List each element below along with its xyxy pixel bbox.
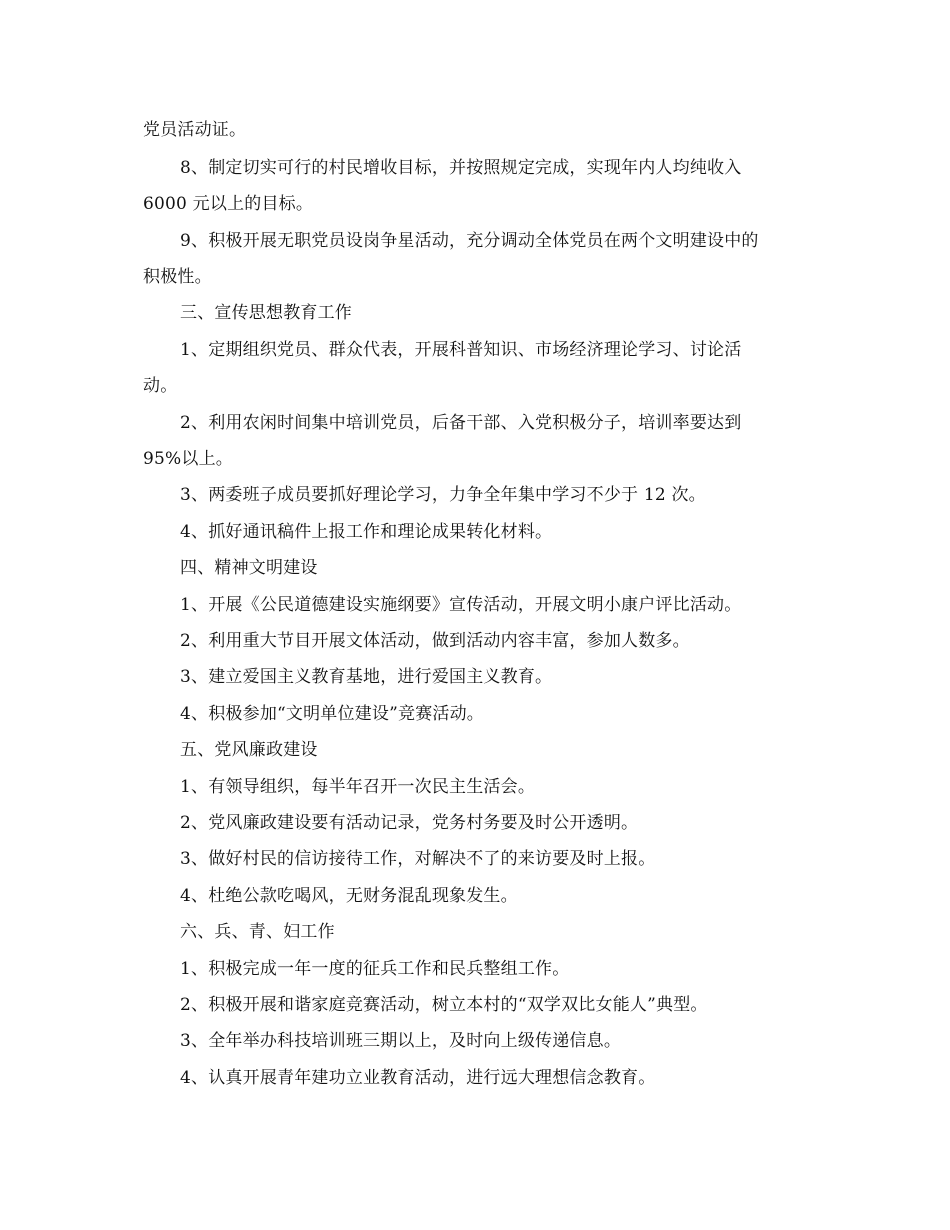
- section-heading-5: 五、党风廉政建设: [180, 740, 318, 760]
- list-item: 4、认真开展青年建功立业教育活动，进行远大理想信念教育。: [180, 1068, 656, 1088]
- list-item: 1、有领导组织，每半年召开一次民主生活会。: [180, 777, 536, 797]
- list-item: 1、积极完成一年一度的征兵工作和民兵整组工作。: [180, 959, 570, 979]
- list-item: 4、积极参加“文明单位建设”竞赛活动。: [180, 704, 484, 724]
- list-item-continuation: 动。: [143, 376, 178, 396]
- list-item-continuation: 95%以上。: [143, 449, 233, 469]
- list-item-8-continuation: 6000 元以上的目标。: [143, 194, 314, 214]
- list-item-9: 9、积极开展无职党员设岗争星活动，充分调动全体党员在两个文明建设中的: [180, 231, 759, 251]
- list-item: 3、全年举办科技培训班三期以上，及时向上级传递信息。: [180, 1031, 622, 1051]
- list-item: 2、利用重大节目开展文体活动，做到活动内容丰富，参加人数多。: [180, 631, 690, 651]
- list-item: 2、利用农闲时间集中培训党员，后备干部、入党积极分子，培训率要达到: [180, 413, 742, 433]
- list-item-8: 8、制定切实可行的村民增收目标，并按照规定完成，实现年内人均纯收入: [180, 158, 742, 178]
- list-item: 3、做好村民的信访接待工作，对解决不了的来访要及时上报。: [180, 849, 656, 869]
- list-item: 1、定期组织党员、群众代表，开展科普知识、市场经济理论学习、讨论活: [180, 340, 742, 360]
- list-item: 2、党风廉政建设要有活动记录，党务村务要及时公开透明。: [180, 813, 639, 833]
- section-heading-3: 三、宣传思想教育工作: [180, 303, 352, 323]
- list-item: 4、抓好通讯稿件上报工作和理论成果转化材料。: [180, 522, 553, 542]
- list-item: 2、积极开展和谐家庭竞赛活动，树立本村的“双学双比女能人”典型。: [180, 995, 708, 1015]
- section-heading-6: 六、兵、青、妇工作: [180, 922, 335, 942]
- list-item-9-continuation: 积极性。: [143, 267, 212, 287]
- list-item: 3、两委班子成员要抓好理论学习，力争全年集中学习不少于 12 次。: [180, 485, 706, 505]
- list-item: 3、建立爱国主义教育基地，进行爱国主义教育。: [180, 667, 553, 687]
- list-item: 1、开展《公民道德建设实施纲要》宣传活动，开展文明小康户评比活动。: [180, 595, 742, 615]
- list-item: 4、杜绝公款吃喝风，无财务混乱现象发生。: [180, 886, 518, 906]
- section-heading-4: 四、精神文明建设: [180, 558, 318, 578]
- paragraph-continuation: 党员活动证。: [143, 120, 247, 140]
